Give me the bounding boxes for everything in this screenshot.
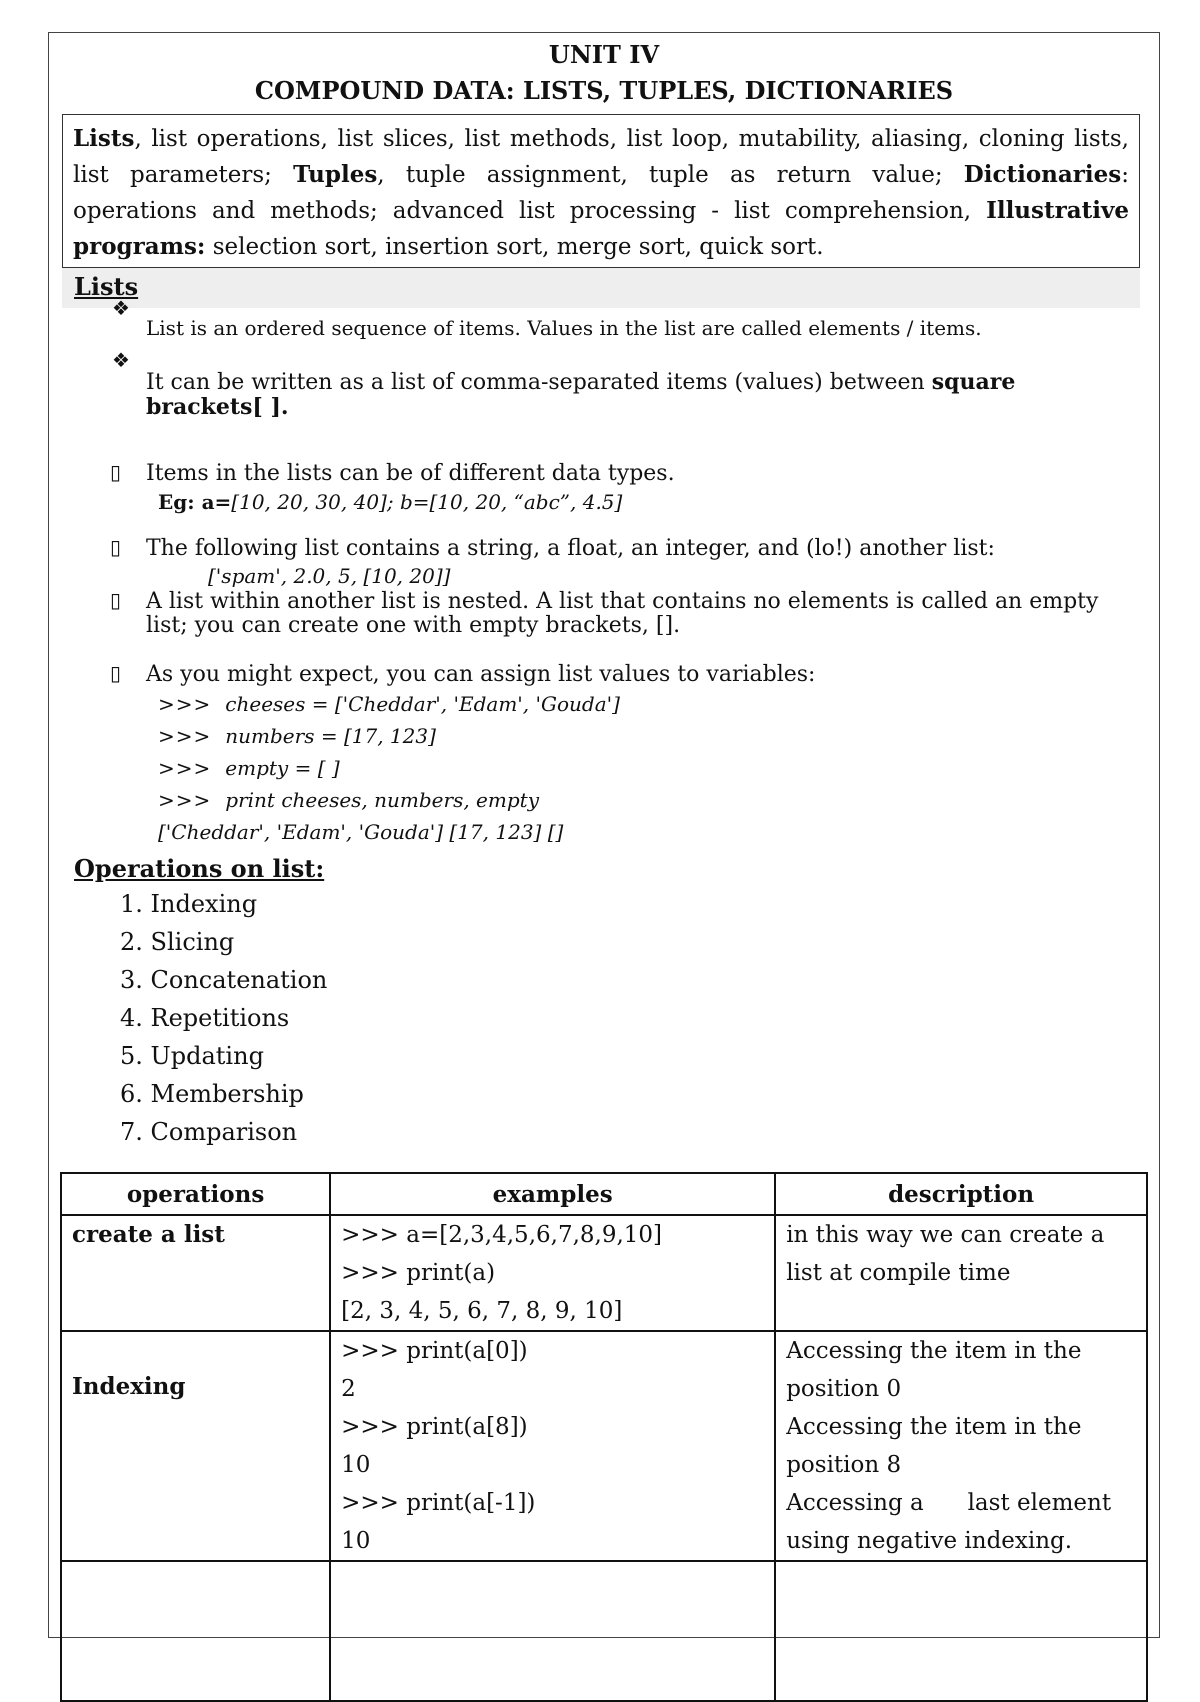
example-line: >>> print(a[-1]) [341,1490,536,1516]
header-operations: operations [61,1173,330,1215]
syllabus-text-4: selection sort, insertion sort, merge sort, quick sort. [205,234,824,260]
operations-list [120,885,327,1151]
cell-empty [775,1561,1147,1701]
operation-name: Indexing [72,1373,186,1400]
code-text: empty = [ ] [225,756,340,780]
description-line: position 8 [786,1452,902,1478]
example-line [158,490,622,514]
bullet-square-brackets [146,370,1015,420]
bullet-mixed-list: The following list contains a string, a float, an integer, and (lo!) another list: [146,536,995,561]
operation-item: 1. Indexing [120,890,258,918]
description-line: Accessing the item in the [786,1414,1082,1440]
box-bullet-icon: ▯ [110,535,122,559]
operations-heading: Operations on list: [74,854,325,883]
syllabus-text-1: , list operations, list slices, list methods, list loop, mutability, aliasing, cloning lists, list parameters; [73,126,1129,188]
operation-item: 2. Slicing [120,928,235,956]
example-line: [2, 3, 4, 5, 6, 7, 8, 9, 10] [341,1298,623,1324]
bullet-data-types: Items in the lists can be of different data types. [146,461,675,486]
unit-subtitle: COMPOUND DATA: LISTS, TUPLES, DICTIONARIES [254,76,954,105]
cell-description [775,1331,1147,1561]
code-prompt: >>> [158,756,212,780]
code-prompt: >>> [158,724,212,748]
syllabus-box [62,114,1140,268]
header-description: description [775,1173,1147,1215]
operation-item: 4. Repetitions [120,1004,290,1032]
example-label: Eg: a= [158,490,232,514]
box-bullet-icon: ▯ [110,460,122,484]
description-line: list at compile time [786,1260,1011,1286]
example-line: 2 [341,1376,356,1402]
operation-name: create a list [72,1221,225,1248]
bullet-nested-line1: A list within another list is nested. A list that contains no elements is called an empty [146,589,1099,614]
example-value: [10, 20, 30, 40]; b=[10, 20, “abc”, 4.5] [231,490,623,514]
brackets-word: brackets[ ]. [146,394,289,420]
table-row [61,1215,1147,1331]
cell-example [330,1331,775,1561]
bullet-square-brackets-text: It can be written as a list of comma-separated items (values) between [146,370,932,395]
code-line [158,756,340,780]
box-bullet-icon: ▯ [110,588,122,612]
lists-heading: Lists [74,272,139,301]
example-line: 10 [341,1452,371,1478]
description-line: Accessing the item in the [786,1338,1082,1364]
operation-item: 6. Membership [120,1080,304,1108]
operation-item: 5. Updating [120,1042,264,1070]
header-examples: examples [330,1173,775,1215]
code-text: print cheeses, numbers, empty [225,788,539,812]
description-line: in this way we can create a [786,1222,1105,1248]
code-line [158,788,539,812]
table-header-row [61,1173,1147,1215]
syllabus-text-2: , tuple assignment, tuple as return value; [377,162,964,188]
bullet-ordered-sequence: List is an ordered sequence of items. Values in the list are called elements / items. [146,316,982,340]
operation-item: 7. Comparison [120,1118,298,1146]
syllabus-text-3: : operations and methods; advanced list processing - list comprehension, [73,162,1129,224]
example-line: 10 [341,1528,371,1554]
nested-list-example: ['spam', 2.0, 5, [10, 20]] [208,564,451,588]
box-bullet-icon: ▯ [110,661,122,685]
operations-table [60,1172,1148,1702]
example-line: >>> print(a) [341,1260,496,1286]
code-output: ['Cheddar', 'Edam', 'Gouda'] [17, 123] [] [158,820,564,844]
code-line [158,724,436,748]
cell-example [330,1215,775,1331]
cell-operation [61,1215,330,1331]
diamond-bullet-icon: ❖ [112,348,130,372]
square-word: square [931,369,1016,395]
code-text: numbers = [17, 123] [225,724,436,748]
cell-description [775,1215,1147,1331]
description-line: using negative indexing. [786,1528,1073,1554]
example-line: >>> a=[2,3,4,5,6,7,8,9,10] [341,1222,663,1248]
syllabus-tuples: Tuples [293,161,378,188]
diamond-bullet-icon: ❖ [112,296,130,320]
code-prompt: >>> [158,692,212,716]
code-text: cheeses = ['Cheddar', 'Edam', 'Gouda'] [225,692,620,716]
lists-heading-band [62,268,1140,308]
unit-title: UNIT IV [548,40,660,69]
syllabus-lists: Lists [73,125,135,152]
operation-item: 3. Concatenation [120,966,328,994]
bullet-assign-variables: As you might expect, you can assign list values to variables: [146,662,816,687]
table-row-empty [61,1561,1147,1701]
description-line: position 0 [786,1376,902,1402]
example-line: >>> print(a[0]) [341,1338,528,1364]
bullet-nested-empty [146,590,1098,638]
cell-empty [330,1561,775,1701]
table-row [61,1331,1147,1561]
syllabus-illustrative: Illustrative programs: [73,197,1129,260]
description-line: Accessing a last element [786,1490,1112,1516]
cell-operation [61,1331,330,1561]
code-prompt: >>> [158,788,212,812]
cell-empty [61,1561,330,1701]
example-line: >>> print(a[8]) [341,1414,528,1440]
code-line [158,692,620,716]
bullet-nested-line2: list; you can create one with empty brackets, []. [146,613,681,638]
syllabus-dictionaries: Dictionaries [963,161,1122,188]
